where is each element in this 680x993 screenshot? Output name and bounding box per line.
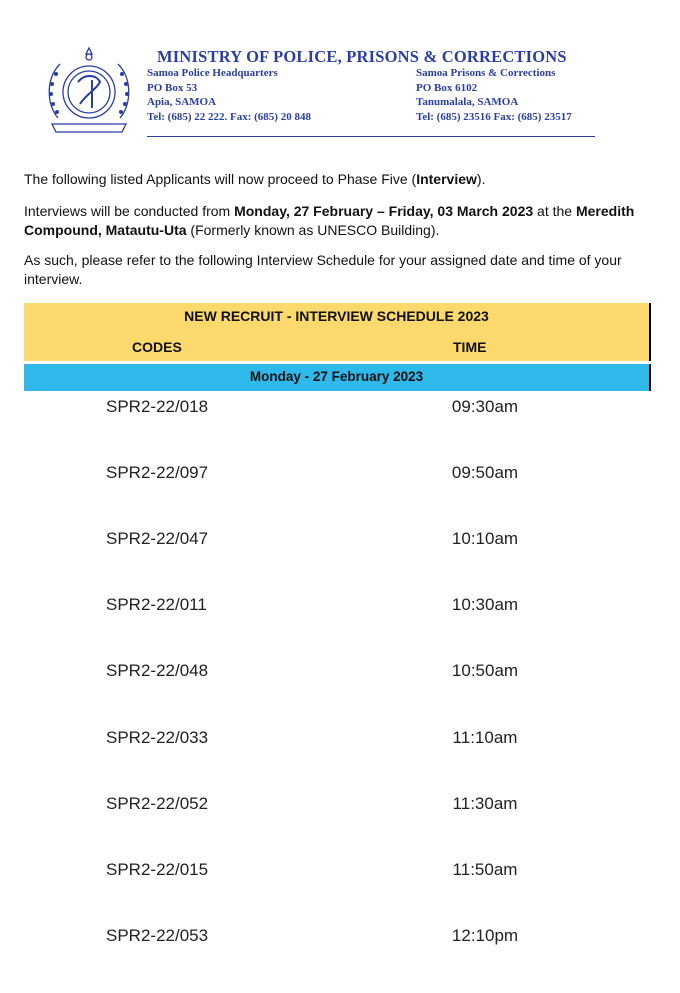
intro-text: The following listed Applicants will now proceed to Phase Five ( [24,171,417,187]
column-header-time: TIME [453,339,487,355]
interview-time: 11:30am [452,794,518,813]
intro-text: ). [476,171,486,187]
address-line: PO Box 6102 [416,81,478,94]
applicant-code: SPR2-22/011 [106,595,207,614]
applicant-code: SPR2-22/018 [106,397,209,416]
intro-paragraph-2 [24,202,654,240]
intro-paragraph-1 [24,170,654,189]
schedule-header [24,303,651,361]
intro-text: Interviews will be conducted from [24,203,235,219]
address-line: Tel: (685) 22 222. Fax: (685) 20 848 [147,110,311,123]
address-line: Apia, SAMOA [147,96,217,108]
table-row [24,728,651,758]
table-row [24,529,651,559]
address-line: Samoa Police Headquarters [147,67,278,79]
letterhead [0,0,680,145]
interview-time: 10:10am [451,529,519,548]
table-row [24,463,651,493]
day-header [24,364,651,391]
prisons-address [416,66,572,124]
interview-time: 12:10pm [451,926,519,945]
address-line: PO Box 53 [147,81,198,94]
column-header-codes: CODES [132,339,182,355]
police-hq-address [147,66,311,124]
intro-bold: Monday, 27 February – Friday, 03 March 2023 [234,203,534,219]
applicant-code: SPR2-22/053 [106,926,209,945]
interview-time: 09:50am [451,463,519,482]
intro-text: at the [533,203,576,219]
schedule-title: NEW RECRUIT - INTERVIEW SCHEDULE 2023 [184,308,489,324]
letterhead-divider [147,136,595,137]
intro-bold: Meredith Compound, Matautu-Uta [24,203,635,238]
table-row [24,926,651,956]
table-row [24,595,651,625]
interview-time: 10:50am [451,661,519,680]
day-label: Monday - 27 February 2023 [249,369,424,384]
police-crest-icon [40,44,138,136]
intro-text: (Formerly known as UNESCO Building). [186,222,440,238]
address-line: Tanumalala, SAMOA [416,96,519,108]
applicant-code: SPR2-22/052 [106,794,209,813]
interview-time: 09:30am [451,397,519,416]
interview-time: 11:50am [452,860,518,879]
table-row [24,397,651,427]
intro-bold: Interview [416,171,477,187]
table-row [24,661,651,691]
applicant-code: SPR2-22/048 [106,661,209,680]
interview-time: 11:10am [452,728,518,747]
applicant-code: SPR2-22/015 [106,860,209,879]
applicant-code: SPR2-22/047 [106,529,209,548]
applicant-code: SPR2-22/033 [106,728,209,747]
intro-paragraph-3: As such, please refer to the following Interview Schedule for your assigned date and time of your interview. [24,252,622,287]
ministry-name: MINISTRY OF POLICE, PRISONS & CORRECTIONS [157,47,567,66]
address-line: Samoa Prisons & Corrections [416,67,556,79]
table-row [24,860,651,890]
address-line: Tel: (685) 23516 Fax: (685) 23517 [416,110,572,123]
interview-time: 10:30am [451,595,519,614]
table-row [24,794,651,824]
applicant-code: SPR2-22/097 [106,463,209,482]
